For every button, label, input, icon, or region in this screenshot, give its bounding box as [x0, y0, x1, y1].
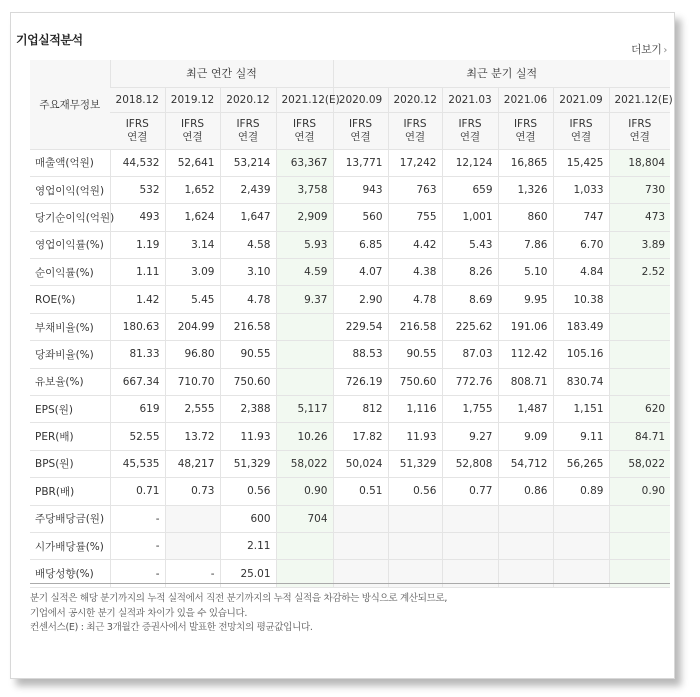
table-cell: 191.06 [498, 313, 553, 340]
table-row [30, 368, 670, 395]
table-cell [609, 286, 670, 313]
table-cell: 4.59 [276, 259, 333, 286]
table-cell: 3.89 [609, 231, 670, 258]
table-cell: 2,439 [220, 176, 276, 203]
table-cell: 830.74 [553, 368, 609, 395]
table-cell: 1.19 [110, 231, 165, 258]
table-cell: 9.27 [442, 423, 498, 450]
table-cell: 11.93 [388, 423, 442, 450]
table-cell [609, 368, 670, 395]
table-row [30, 396, 670, 423]
table-cell [442, 532, 498, 559]
period-header: 2021.09 [553, 87, 609, 112]
table-cell: 216.58 [220, 313, 276, 340]
table-cell: 560 [333, 204, 388, 231]
more-label: 더보기 [631, 43, 662, 56]
consolidation-type: 연결 [350, 130, 371, 143]
table-cell: 204.99 [165, 313, 220, 340]
row-header: 주요재무정보 [30, 60, 110, 149]
table-cell: 755 [388, 204, 442, 231]
consolidation-type: 연결 [629, 130, 650, 143]
table-cell: 229.54 [333, 313, 388, 340]
consolidation-type: 연결 [515, 130, 536, 143]
table-cell: 10.38 [553, 286, 609, 313]
table-cell [165, 532, 220, 559]
table-row [30, 286, 670, 313]
table-cell: 812 [333, 396, 388, 423]
table-cell: 11.93 [220, 423, 276, 450]
ifrs-consolidated-label [609, 112, 670, 149]
table-cell [553, 505, 609, 532]
table-cell [276, 368, 333, 395]
table-cell: 17,242 [388, 149, 442, 176]
table-cell: 0.51 [333, 478, 388, 505]
table-cell: 619 [110, 396, 165, 423]
table-cell: 5.93 [276, 231, 333, 258]
table-cell: 52,641 [165, 149, 220, 176]
table-cell: - [110, 560, 165, 587]
period-header: 2019.12 [165, 87, 220, 112]
table-cell: 0.89 [553, 478, 609, 505]
table-cell: 1.42 [110, 286, 165, 313]
table-cell: 6.70 [553, 231, 609, 258]
table-cell: 1,652 [165, 176, 220, 203]
table-cell: 4.78 [388, 286, 442, 313]
row-label: 시가배당률(%) [30, 532, 110, 559]
table-cell: 56,265 [553, 450, 609, 477]
ifrs-consolidated-label [553, 112, 609, 149]
table-cell [388, 532, 442, 559]
table-cell: 45,535 [110, 450, 165, 477]
ifrs-consolidated-label [276, 112, 333, 149]
table-cell: 0.56 [388, 478, 442, 505]
table-cell: 1,755 [442, 396, 498, 423]
table-cell: 0.56 [220, 478, 276, 505]
ifrs-consolidated-label [333, 112, 388, 149]
table-cell: 1,487 [498, 396, 553, 423]
footnote-1: 분기 실적은 해당 분기까지의 누적 실적에서 직전 분기까지의 누적 실적을 차감하는 방식으로 계산되므로, [30, 593, 448, 604]
table-cell: 25.01 [220, 560, 276, 587]
row-label: PER(배) [30, 423, 110, 450]
table-cell: 5.43 [442, 231, 498, 258]
accounting-standard: IFRS [180, 117, 205, 130]
table-cell: 1,624 [165, 204, 220, 231]
table-row [30, 505, 670, 532]
row-label: BPS(원) [30, 450, 110, 477]
ifrs-consolidated-label [165, 112, 220, 149]
table-cell [498, 505, 553, 532]
table-cell: 750.60 [388, 368, 442, 395]
table-cell: 730 [609, 176, 670, 203]
period-header: 2021.06 [498, 87, 553, 112]
table-cell: 4.38 [388, 259, 442, 286]
table-cell [609, 532, 670, 559]
quarter-group-header: 최근 분기 실적 [333, 60, 670, 87]
row-label: 유보율(%) [30, 368, 110, 395]
annual-group-header: 최근 연간 실적 [110, 60, 333, 87]
table-row [30, 204, 670, 231]
table-cell: 726.19 [333, 368, 388, 395]
table-cell: 90.55 [220, 341, 276, 368]
row-label: 영업이익(억원) [30, 176, 110, 203]
table-cell: 112.42 [498, 341, 553, 368]
table-row [30, 532, 670, 559]
table-cell: 0.90 [609, 478, 670, 505]
accounting-standard: IFRS [458, 117, 482, 130]
table-cell [276, 532, 333, 559]
table-cell: 3.14 [165, 231, 220, 258]
consolidation-type: 연결 [570, 130, 592, 143]
table-cell: 2.90 [333, 286, 388, 313]
table-cell: 52,808 [442, 450, 498, 477]
table-cell: 18,804 [609, 149, 670, 176]
table-cell: 4.78 [220, 286, 276, 313]
table-cell: 84.71 [609, 423, 670, 450]
table-cell: 1,033 [553, 176, 609, 203]
accounting-standard: IFRS [125, 117, 149, 130]
table-cell: 13.72 [165, 423, 220, 450]
accounting-standard: IFRS [628, 117, 652, 130]
table-row [30, 149, 670, 176]
table-cell: 90.55 [388, 341, 442, 368]
consolidation-type: 연결 [459, 130, 481, 143]
table-row [30, 478, 670, 505]
table-cell: 96.80 [165, 341, 220, 368]
table-cell: 58,022 [276, 450, 333, 477]
financial-table [30, 60, 673, 588]
table-cell: 1,116 [388, 396, 442, 423]
table-cell: 5.45 [165, 286, 220, 313]
table-cell: 88.53 [333, 341, 388, 368]
row-label: EPS(원) [30, 396, 110, 423]
table-cell: - [165, 560, 220, 587]
consolidation-type: 연결 [404, 130, 426, 143]
table-cell: 3,758 [276, 176, 333, 203]
table-cell: 620 [609, 396, 670, 423]
table-cell [609, 505, 670, 532]
table-cell [333, 505, 388, 532]
period-header: 2021.12(E) [609, 87, 670, 112]
table-cell: 7.86 [498, 231, 553, 258]
table-cell: 493 [110, 204, 165, 231]
table-cell: 53,214 [220, 149, 276, 176]
accounting-standard: IFRS [569, 117, 593, 130]
table-cell: 1,001 [442, 204, 498, 231]
table-cell: 9.37 [276, 286, 333, 313]
period-header: 2020.09 [333, 87, 388, 112]
table-cell: 747 [553, 204, 609, 231]
table-cell: 772.76 [442, 368, 498, 395]
table-cell: 17.82 [333, 423, 388, 450]
consolidation-type: 연결 [127, 130, 148, 143]
footnote-3: 컨센서스(E) : 최근 3개월간 증권사에서 발표한 전망치의 평균값입니다. [30, 622, 313, 633]
accounting-standard: IFRS [348, 117, 373, 130]
table-cell: 15,425 [553, 149, 609, 176]
table-cell [498, 532, 553, 559]
table-cell [553, 532, 609, 559]
table-cell: - [110, 505, 165, 532]
ifrs-consolidated-label [110, 112, 165, 149]
table-row [30, 450, 670, 477]
table-cell: 473 [609, 204, 670, 231]
table-cell: 0.86 [498, 478, 553, 505]
table-cell: 659 [442, 176, 498, 203]
table-cell: 4.58 [220, 231, 276, 258]
table-cell: 2,909 [276, 204, 333, 231]
table-cell [333, 532, 388, 559]
table-cell: 16,865 [498, 149, 553, 176]
table-cell: 12,124 [442, 149, 498, 176]
table-cell: 44,532 [110, 149, 165, 176]
table-cell [165, 505, 220, 532]
table-cell: 2,388 [220, 396, 276, 423]
table-cell: 6.85 [333, 231, 388, 258]
row-label: 부채비율(%) [30, 313, 110, 340]
table-cell: 2.52 [609, 259, 670, 286]
table-row [30, 259, 670, 286]
table-cell: 105.16 [553, 341, 609, 368]
table-cell: 9.09 [498, 423, 553, 450]
row-label: 당좌비율(%) [30, 341, 110, 368]
table-cell: 87.03 [442, 341, 498, 368]
table-cell: 0.90 [276, 478, 333, 505]
table-cell: 58,022 [609, 450, 670, 477]
table-row [30, 176, 670, 203]
table-cell: 5,117 [276, 396, 333, 423]
table-cell: 52.55 [110, 423, 165, 450]
footnotes [30, 583, 670, 636]
table-row [30, 423, 670, 450]
section-title: 기업실적분석 [16, 33, 83, 47]
table-cell: 216.58 [388, 313, 442, 340]
accounting-standard: IFRS [236, 117, 260, 130]
accounting-standard: IFRS [403, 117, 427, 130]
table-cell: 667.34 [110, 368, 165, 395]
table-cell: 51,329 [220, 450, 276, 477]
table-cell: 600 [220, 505, 276, 532]
table-cell: 13,771 [333, 149, 388, 176]
table-cell: 180.63 [110, 313, 165, 340]
table-cell: 808.71 [498, 368, 553, 395]
consolidation-type: 연결 [182, 130, 203, 143]
table-cell: 1,326 [498, 176, 553, 203]
ifrs-consolidated-label [388, 112, 442, 149]
table-cell: 0.77 [442, 478, 498, 505]
table-cell: 183.49 [553, 313, 609, 340]
table-cell: 225.62 [442, 313, 498, 340]
table-cell: 710.70 [165, 368, 220, 395]
table-row [30, 313, 670, 340]
row-label: 주당배당금(원) [30, 505, 110, 532]
consolidation-type: 연결 [294, 130, 315, 143]
period-header: 2021.03 [442, 87, 498, 112]
ifrs-consolidated-label [498, 112, 553, 149]
table-cell: 3.09 [165, 259, 220, 286]
table-cell [276, 341, 333, 368]
table-cell: 8.69 [442, 286, 498, 313]
more-link[interactable] [631, 41, 667, 57]
period-header: 2018.12 [110, 87, 165, 112]
table-cell: 2,555 [165, 396, 220, 423]
table-cell: 50,024 [333, 450, 388, 477]
table-cell: 0.73 [165, 478, 220, 505]
table-cell: 5.10 [498, 259, 553, 286]
table-cell [388, 505, 442, 532]
table-cell [276, 313, 333, 340]
table-row [30, 231, 670, 258]
table-cell: 0.71 [110, 478, 165, 505]
table-cell: 4.07 [333, 259, 388, 286]
table-cell: 10.26 [276, 423, 333, 450]
table-cell: 4.42 [388, 231, 442, 258]
table-cell: 8.26 [442, 259, 498, 286]
period-header: 2020.12 [220, 87, 276, 112]
table-cell: 943 [333, 176, 388, 203]
ifrs-consolidated-label [442, 112, 498, 149]
table-cell [609, 313, 670, 340]
ifrs-consolidated-label [220, 112, 276, 149]
table-cell: 763 [388, 176, 442, 203]
table-cell: 532 [110, 176, 165, 203]
table-cell: 704 [276, 505, 333, 532]
table-cell: - [110, 532, 165, 559]
table-cell: 81.33 [110, 341, 165, 368]
table-cell: 9.11 [553, 423, 609, 450]
row-label: 영업이익률(%) [30, 231, 110, 258]
table-cell: 48,217 [165, 450, 220, 477]
row-label: 순이익률(%) [30, 259, 110, 286]
row-label: 당기순이익(억원) [30, 204, 110, 231]
table-cell [442, 505, 498, 532]
table-cell: 1,647 [220, 204, 276, 231]
table-row [30, 341, 670, 368]
chevron-right-icon: › [663, 45, 667, 56]
table-cell: 4.84 [553, 259, 609, 286]
table-cell: 2.11 [220, 532, 276, 559]
row-label: PBR(배) [30, 478, 110, 505]
table-cell: 1,151 [553, 396, 609, 423]
table-cell: 54,712 [498, 450, 553, 477]
table-cell: 1.11 [110, 259, 165, 286]
table-cell: 51,329 [388, 450, 442, 477]
table-cell: 3.10 [220, 259, 276, 286]
row-label: 매출액(억원) [30, 149, 110, 176]
period-header: 2021.12(E) [276, 87, 333, 112]
table-cell: 9.95 [498, 286, 553, 313]
row-label: 배당성향(%) [30, 560, 110, 587]
accounting-standard: IFRS [292, 117, 317, 130]
consolidation-type: 연결 [237, 130, 259, 143]
period-header: 2020.12 [388, 87, 442, 112]
table-cell: 860 [498, 204, 553, 231]
accounting-standard: IFRS [513, 117, 538, 130]
table-cell [609, 341, 670, 368]
row-label: ROE(%) [30, 286, 110, 313]
table-cell: 750.60 [220, 368, 276, 395]
table-cell: 63,367 [276, 149, 333, 176]
footnote-2: 기업에서 공시한 분기 실적과 차이가 있을 수 있습니다. [30, 607, 248, 619]
